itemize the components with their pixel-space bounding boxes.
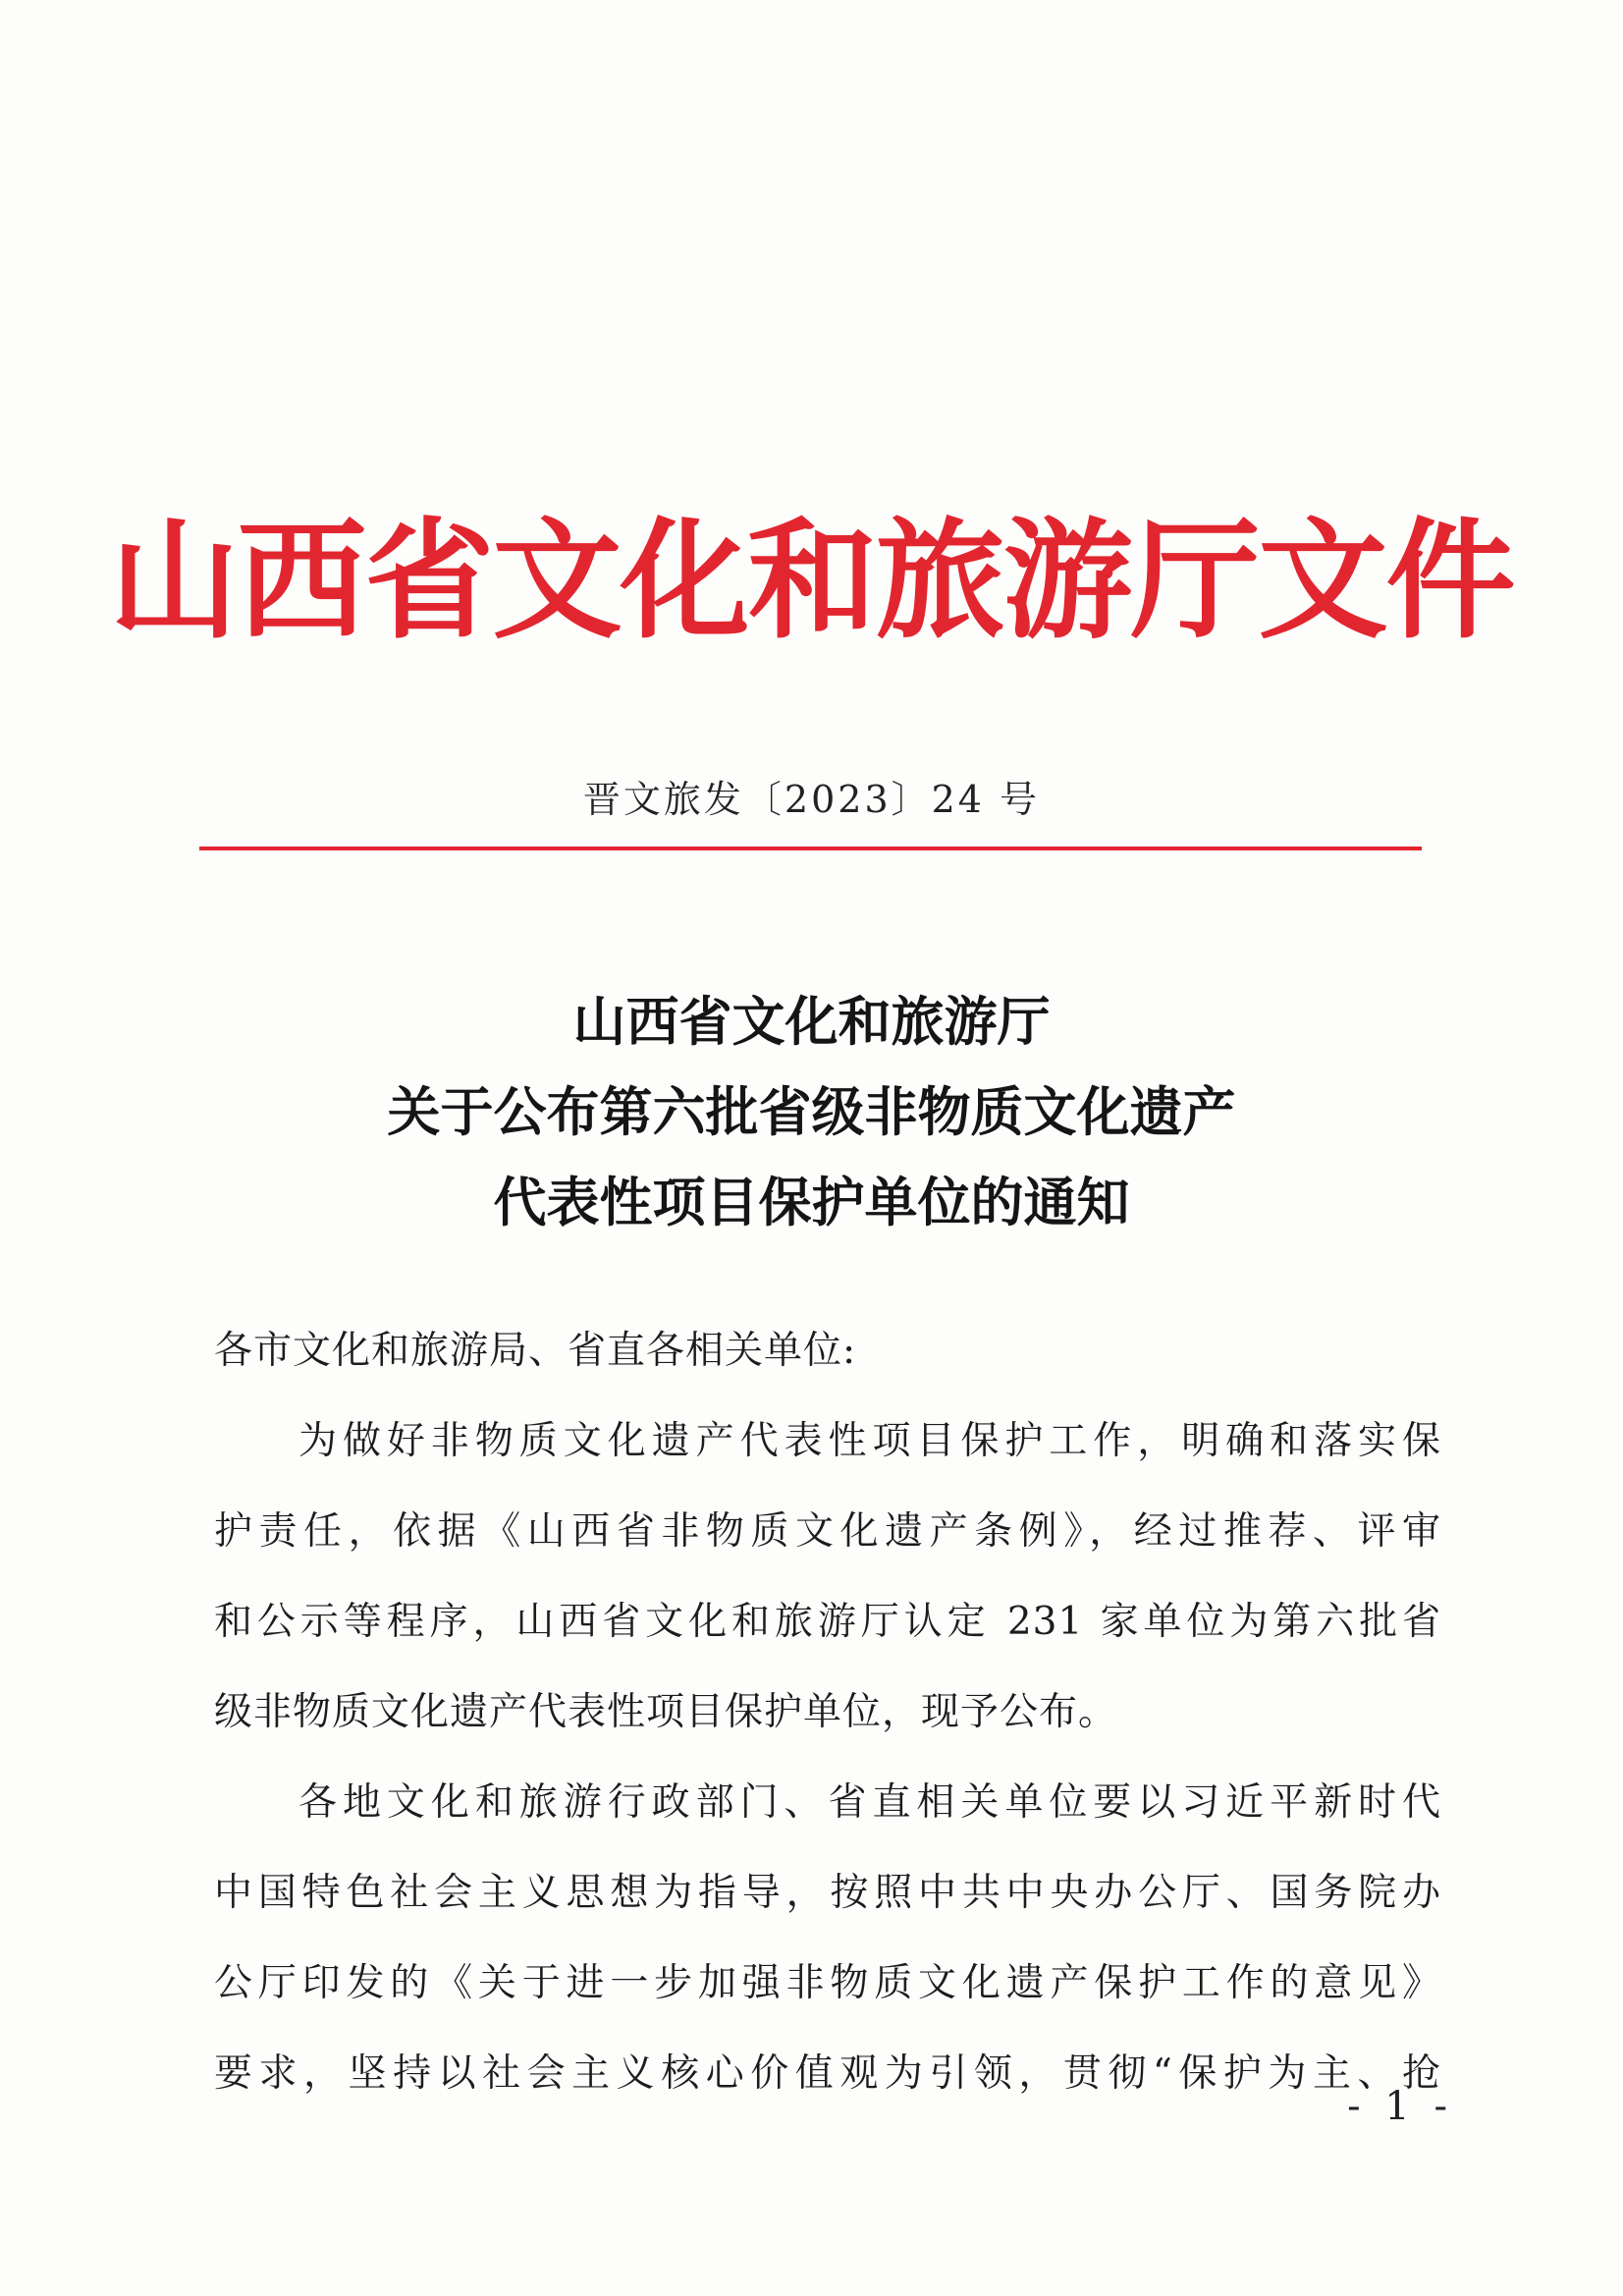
paragraph-1-line: 护责任，依据《山西省非物质文化遗产条例》，经过推荐、评审	[214, 1509, 1441, 1554]
paragraph-2-line: 各地文化和旅游行政部门、省直相关单位要以习近平新时代	[298, 1780, 1441, 1825]
paragraph-1-line: 级非物质文化遗产代表性项目保护单位，现予公布。	[214, 1690, 1118, 1734]
notice-title-line: 关于公布第六批省级非物质文化遗产	[387, 1081, 1236, 1143]
paragraph-1-line: 和公示等程序，山西省文化和旅游厅认定 231 家单位为第六批省	[214, 1600, 1441, 1644]
notice-body	[214, 1306, 1441, 2119]
paragraph-1-line: 为做好非物质文化遗产代表性项目保护工作，明确和落实保	[298, 1419, 1441, 1463]
salutation: 各市文化和旅游局、省直各相关单位:	[214, 1329, 857, 1373]
paragraph-2-line: 要求，坚持以社会主义核心价值观为引领，贯彻“保护为主、抢	[214, 2051, 1441, 2096]
paragraph-2-line: 公厅印发的《关于进一步加强非物质文化遗产保护工作的意见》	[214, 1961, 1441, 2005]
masthead-title: 山西省文化和旅游厅文件	[109, 506, 1514, 657]
red-divider-line	[199, 847, 1422, 850]
notice-title-line: 山西省文化和旅游厅	[572, 991, 1051, 1053]
page-number: - 1 -	[1347, 2084, 1453, 2129]
paragraph-2-line: 中国特色社会主义思想为指导，按照中共中央办公厅、国务院办	[214, 1871, 1441, 1915]
notice-title-line: 代表性项目保护单位的通知	[493, 1172, 1130, 1233]
document-number: 晋文旅发〔2023〕24 号	[582, 778, 1041, 821]
notice-title	[0, 977, 1623, 1248]
